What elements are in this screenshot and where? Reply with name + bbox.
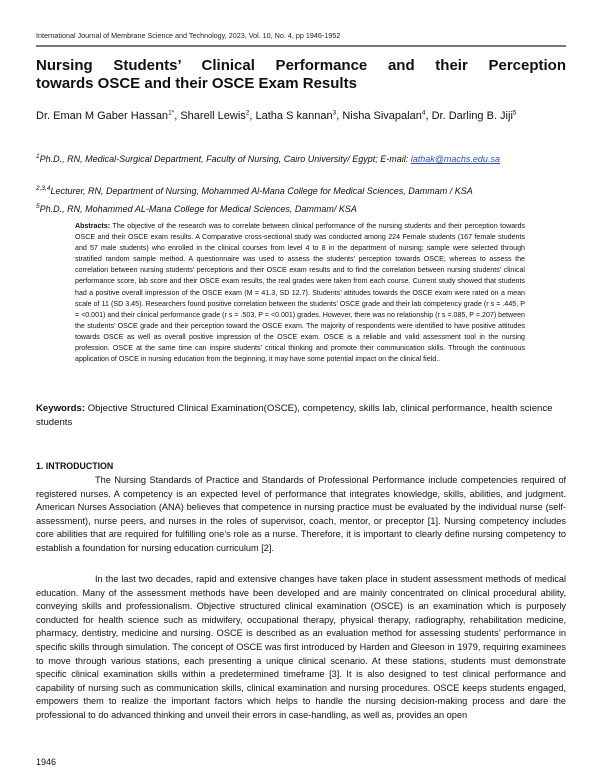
- paragraph: In the last two decades, rapid and extensive changes have taken place in student assessment methods of medical education. Many of the assessment methods have been developed and are mainly concentrated on clinical procedural ability, conveying skills and professionalism. Objective structured clinical examination (OSCE) is an examination which is purposely conducted for health science such as midwifery, occupational therapy, physical therapy, radiography, rehabilitation medicine, pharmacy, dentistry, medicine and nursing. OSCE is described as an evaluation method for assessing students’ performance in specific skills through simulation. The concept of OSCE was first introduced by Harden and Gleeson in 1979, requiring examinees to move through various stations, each presenting a unique clinical scenario. At these stations, students must demonstrate specific clinical examination skills within a predetermined timeframe [3]. It is also designed to test clinical performance and capability of nursing such as communication skills, clinical examination and nursing procedures. OSCE keeps students engaged, empowers them to realize the important factors which helps to handle the nursing decision-making process and dare the professional to do advanced thinking and unveil their errors in case-handling, as well as, provides an open: [36, 574, 566, 720]
- aff-sup: 5: [36, 203, 40, 210]
- aff-text: Ph.D., RN, Medical-Surgical Department, Faculty of Nursing, Cairo University/ Egypt; E-mail:: [39, 154, 409, 164]
- abstract: [75, 221, 525, 365]
- title-line-2: towards OSCE and their OSCE Exam Results: [36, 75, 357, 92]
- paragraph: The Nursing Standards of Practice and Standards of Professional Performance include competencies required of registered nurses. A competency is an expected level of performance that integrates knowledge, skills, abilities, and judgment. American Nurses Association (ANA) believes that competence in nursing practice must be evaluated by the individual nurse (self-assessment), nurse peers, and nurses in the roles of supervisor, coach, mentor, or preceptor [1]. Nursing competency includes core abilities that are required for fulfilling one’s role as a nurse. Therefore, it is important to clearly define nursing competency to establish a foundation for nursing education curriculum [2].: [36, 475, 566, 553]
- author: Sharell Lewis: [180, 110, 246, 122]
- author-sup: 2: [245, 109, 250, 117]
- abstract-text: The objective of the research was to correlate between clinical performance of the nursing students and their perception towards OSCE and their OSCE exam results. A Comparative cross-sectional study was conducted among 224 Female students (167 female students and 57 male students) who enrolled in the clinical courses from level 4 to 8 in the department of nursing; sample were selected through stratified random sample method. A questionnaire was used to assess the students’ perception towards OSCE; whereas to assess the correlation between nursing students’ perceptions and their OSCE exam results and to find the correlation between nursing students’ clinical performance score, lab score and their OSCE exam results, the real grades were taken from each course. Current study showed that students had a positive overall impression of the OSCE exam (M = 41.3, SD 12.7). Students’ attitudes towards the OSCE exam were rated on a mean scale of 11 (SD 3.45). Researchers found positive correlation between the students’ OSCE grade and their lab competency grade (r s = .445, P = <0.001) and their clinical performance grade (r s = .503, P = <0.001) grades. However, there was no relationship (r s =.085, P =.207) between the students’ OSCE grade and their perception toward the OSCE exam. The majority of respondents were identified to have positive attitudes towards OSCE as well as overall positive impression of the OSCE exam. OSCE is a reliable and valid assessment tool in the nursing profession. OSCE at the same time can inspire students’ critical thinking and promote their communication skills. Through the continuous application of OSCE in nursing education from the beginning, it may have some potential impact on the clinical field..: [75, 222, 525, 364]
- aff-sup: 1: [36, 153, 40, 160]
- author-sup: 5: [512, 109, 517, 117]
- author: Latha S kannan: [255, 110, 333, 122]
- affiliation-3: [36, 203, 566, 216]
- paper-title: [36, 57, 566, 93]
- aff-text: Ph.D., RN, Mohammed AL-Mana College for Medical Sciences, Dammam/ KSA: [39, 204, 357, 214]
- email-link[interactable]: lathak@machs.edu.sa: [410, 154, 500, 164]
- author: Dr. Eman M Gaber Hassan: [36, 110, 169, 122]
- author-sup: 3: [332, 109, 337, 117]
- aff-sup: 2,3,4: [36, 185, 51, 192]
- author-list: Dr. Eman M Gaber Hassan$^{1*}$, Sharell Lewis$^2$, Latha S kannan$^3$, Nisha Sivapalan$^4$, Dr. Darling B. Jiji$^5$: [36, 109, 517, 122]
- keywords-label: Keywords:: [36, 403, 86, 414]
- section-heading: 1. INTRODUCTION: [36, 461, 114, 471]
- keywords: [36, 402, 566, 429]
- author: Nisha Sivapalan: [342, 110, 422, 122]
- author-sup: 4: [421, 109, 426, 117]
- abstract-label: Abstracts:: [75, 222, 111, 230]
- author: Dr. Darling B. Jiji: [431, 110, 513, 122]
- affiliation-1: [36, 153, 566, 166]
- affiliation-2: [36, 185, 566, 198]
- aff-text: Lecturer, RN, Department of Nursing, Mohammed Al-Mana College for Medical Sciences, Dammam / KSA: [50, 186, 473, 196]
- title-line-1: Nursing Students’ Clinical Performance and their Perception: [36, 57, 566, 74]
- page-number: 1946: [36, 757, 57, 767]
- author-sup: 1*: [168, 109, 175, 117]
- header-rule: [36, 45, 566, 47]
- journal-header: International Journal of Membrane Science and Technology, 2023, Vol. 10, No. 4, pp 1946-1952: [36, 31, 341, 40]
- keywords-text: Objective Structured Clinical Examination(OSCE), competency, skills lab, clinical performance, health science students: [36, 403, 553, 428]
